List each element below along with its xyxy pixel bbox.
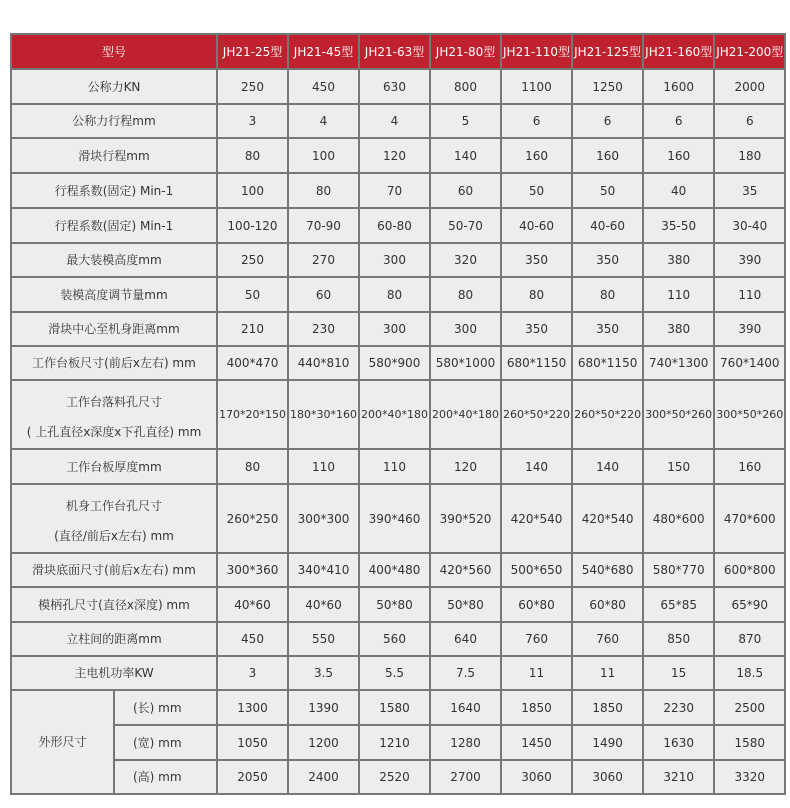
value-cell: 15 <box>643 656 714 690</box>
value-cell: 100 <box>288 138 359 173</box>
value-cell: 6 <box>643 104 714 138</box>
value-cell: 630 <box>359 69 430 104</box>
table-row <box>11 725 785 760</box>
table-row <box>11 587 785 622</box>
value-cell: 60*80 <box>501 587 572 622</box>
value-cell: 1600 <box>643 69 714 104</box>
dimension-sub-label: (长) mm <box>114 690 217 725</box>
model-header-cell: JH21-25型 <box>217 34 288 69</box>
value-cell: 50 <box>572 173 643 208</box>
row-label-line: 工作台落料孔尺寸 <box>65 394 162 409</box>
value-cell: 160 <box>643 138 714 173</box>
value-cell: 180 <box>714 138 785 173</box>
dimension-group-label: 外形尺寸 <box>11 690 114 794</box>
value-cell: 3320 <box>714 760 785 794</box>
value-cell: 120 <box>430 449 501 484</box>
value-cell: 400*470 <box>217 346 288 380</box>
table-row <box>11 138 785 173</box>
value-cell: 2050 <box>217 760 288 794</box>
value-cell: 60-80 <box>359 208 430 243</box>
value-cell: 640 <box>430 622 501 656</box>
row-label-line: (直径/前后x左右) mm <box>54 528 174 543</box>
value-cell: 250 <box>217 69 288 104</box>
value-cell: 65*90 <box>714 587 785 622</box>
value-cell: 35-50 <box>643 208 714 243</box>
row-label-cell: 公称力行程mm <box>11 104 217 138</box>
value-cell: 300 <box>430 312 501 346</box>
model-header-cell: JH21-110型 <box>501 34 572 69</box>
value-cell: 4 <box>359 104 430 138</box>
row-label-cell: 最大装模高度mm <box>11 243 217 277</box>
row-label-cell: 工作台板尺寸(前后x左右) mm <box>11 346 217 380</box>
value-cell: 680*1150 <box>501 346 572 380</box>
table-row <box>11 173 785 208</box>
value-cell: 420*560 <box>430 553 501 587</box>
value-cell: 320 <box>430 243 501 277</box>
value-cell: 110 <box>714 277 785 312</box>
row-label-cell: 滑块底面尺寸(前后x左右) mm <box>11 553 217 587</box>
value-cell: 350 <box>572 243 643 277</box>
value-cell: 100 <box>217 173 288 208</box>
value-cell: 300 <box>359 243 430 277</box>
value-cell: 300*300 <box>288 484 359 553</box>
value-cell: 50 <box>217 277 288 312</box>
value-cell: 450 <box>288 69 359 104</box>
row-label-cell: 装模高度调节量mm <box>11 277 217 312</box>
model-header-cell: JH21-125型 <box>572 34 643 69</box>
value-cell: 580*1000 <box>430 346 501 380</box>
value-cell: 760 <box>501 622 572 656</box>
value-cell: 2400 <box>288 760 359 794</box>
value-cell: 740*1300 <box>643 346 714 380</box>
value-cell: 2520 <box>359 760 430 794</box>
value-cell: 2230 <box>643 690 714 725</box>
value-cell: 800 <box>430 69 501 104</box>
value-cell: 500*650 <box>501 553 572 587</box>
value-cell: 160 <box>714 449 785 484</box>
value-cell: 1050 <box>217 725 288 760</box>
value-cell: 580*770 <box>643 553 714 587</box>
value-cell: 260*50*220 <box>572 380 643 449</box>
value-cell: 3060 <box>501 760 572 794</box>
value-cell: 70-90 <box>288 208 359 243</box>
value-cell: 160 <box>501 138 572 173</box>
table-row <box>11 553 785 587</box>
value-cell: 80 <box>359 277 430 312</box>
value-cell: 420*540 <box>501 484 572 553</box>
value-cell: 3060 <box>572 760 643 794</box>
value-cell: 2500 <box>714 690 785 725</box>
table-row <box>11 449 785 484</box>
value-cell: 1300 <box>217 690 288 725</box>
row-label-cell: 主电机功率KW <box>11 656 217 690</box>
table-row <box>11 243 785 277</box>
value-cell: 390*520 <box>430 484 501 553</box>
value-cell: 50*80 <box>430 587 501 622</box>
value-cell: 1100 <box>501 69 572 104</box>
value-cell: 60 <box>288 277 359 312</box>
value-cell: 300 <box>359 312 430 346</box>
value-cell: 680*1150 <box>572 346 643 380</box>
value-cell: 300*360 <box>217 553 288 587</box>
value-cell: 260*250 <box>217 484 288 553</box>
value-cell: 580*900 <box>359 346 430 380</box>
value-cell: 110 <box>359 449 430 484</box>
value-cell: 400*480 <box>359 553 430 587</box>
model-header-cell: JH21-200型 <box>714 34 785 69</box>
value-cell: 560 <box>359 622 430 656</box>
value-cell: 200*40*180 <box>430 380 501 449</box>
value-cell: 760 <box>572 622 643 656</box>
row-label-cell: 模柄孔尺寸(直径x深度) mm <box>11 587 217 622</box>
value-cell: 11 <box>501 656 572 690</box>
value-cell: 7.5 <box>430 656 501 690</box>
value-cell: 380 <box>643 243 714 277</box>
value-cell: 35 <box>714 173 785 208</box>
value-cell: 600*800 <box>714 553 785 587</box>
value-cell: 1850 <box>572 690 643 725</box>
row-label-cell: 行程系数(固定) Min-1 <box>11 208 217 243</box>
value-cell: 390 <box>714 312 785 346</box>
header-label-cell: 型号 <box>11 34 217 69</box>
value-cell: 11 <box>572 656 643 690</box>
value-cell: 40-60 <box>501 208 572 243</box>
value-cell: 390 <box>714 243 785 277</box>
value-cell: 1630 <box>643 725 714 760</box>
table-row <box>11 69 785 104</box>
value-cell: 150 <box>643 449 714 484</box>
value-cell: 2000 <box>714 69 785 104</box>
value-cell: 110 <box>643 277 714 312</box>
dimension-sub-label: (高) mm <box>114 760 217 794</box>
value-cell: 70 <box>359 173 430 208</box>
value-cell: 1390 <box>288 690 359 725</box>
table-row <box>11 346 785 380</box>
value-cell: 120 <box>359 138 430 173</box>
value-cell: 40 <box>643 173 714 208</box>
value-cell: 850 <box>643 622 714 656</box>
value-cell: 250 <box>217 243 288 277</box>
table-row <box>11 380 785 449</box>
value-cell: 1640 <box>430 690 501 725</box>
value-cell: 80 <box>572 277 643 312</box>
row-label-line: 机身工作台孔尺寸 <box>65 498 162 513</box>
value-cell: 60*80 <box>572 587 643 622</box>
value-cell: 3210 <box>643 760 714 794</box>
row-label-cell <box>11 484 217 553</box>
value-cell: 80 <box>217 138 288 173</box>
value-cell: 1200 <box>288 725 359 760</box>
value-cell: 200*40*180 <box>359 380 430 449</box>
value-cell: 210 <box>217 312 288 346</box>
row-label-cell: 滑块行程mm <box>11 138 217 173</box>
value-cell: 110 <box>288 449 359 484</box>
value-cell: 140 <box>430 138 501 173</box>
dimension-sub-label: (宽) mm <box>114 725 217 760</box>
value-cell: 5.5 <box>359 656 430 690</box>
value-cell: 60 <box>430 173 501 208</box>
value-cell: 6 <box>501 104 572 138</box>
value-cell: 340*410 <box>288 553 359 587</box>
value-cell: 140 <box>572 449 643 484</box>
value-cell: 1850 <box>501 690 572 725</box>
row-label-line: ( 上孔直径x深度x下孔直径) mm <box>26 424 202 439</box>
spec-table-container <box>10 33 786 795</box>
value-cell: 40*60 <box>288 587 359 622</box>
value-cell: 3 <box>217 104 288 138</box>
value-cell: 40-60 <box>572 208 643 243</box>
value-cell: 380 <box>643 312 714 346</box>
table-row <box>11 277 785 312</box>
value-cell: 540*680 <box>572 553 643 587</box>
value-cell: 80 <box>288 173 359 208</box>
value-cell: 5 <box>430 104 501 138</box>
table-row <box>11 690 785 725</box>
model-header-cell: JH21-160型 <box>643 34 714 69</box>
row-label-cell: 立柱间的距离mm <box>11 622 217 656</box>
value-cell: 170*20*150 <box>217 380 288 449</box>
value-cell: 260*50*220 <box>501 380 572 449</box>
value-cell: 1580 <box>359 690 430 725</box>
spec-table <box>10 33 786 795</box>
value-cell: 3 <box>217 656 288 690</box>
value-cell: 300*50*260 <box>643 380 714 449</box>
value-cell: 18.5 <box>714 656 785 690</box>
model-header-cell: JH21-63型 <box>359 34 430 69</box>
value-cell: 230 <box>288 312 359 346</box>
value-cell: 300*50*260 <box>714 380 785 449</box>
table-row <box>11 484 785 553</box>
value-cell: 80 <box>217 449 288 484</box>
value-cell: 50 <box>501 173 572 208</box>
value-cell: 420*540 <box>572 484 643 553</box>
value-cell: 50-70 <box>430 208 501 243</box>
table-row <box>11 622 785 656</box>
value-cell: 30-40 <box>714 208 785 243</box>
value-cell: 160 <box>572 138 643 173</box>
value-cell: 80 <box>430 277 501 312</box>
value-cell: 1450 <box>501 725 572 760</box>
value-cell: 40*60 <box>217 587 288 622</box>
value-cell: 350 <box>501 243 572 277</box>
value-cell: 760*1400 <box>714 346 785 380</box>
value-cell: 550 <box>288 622 359 656</box>
value-cell: 65*85 <box>643 587 714 622</box>
value-cell: 480*600 <box>643 484 714 553</box>
value-cell: 470*600 <box>714 484 785 553</box>
row-label-cell: 滑块中心至机身距离mm <box>11 312 217 346</box>
value-cell: 2700 <box>430 760 501 794</box>
table-row <box>11 104 785 138</box>
value-cell: 270 <box>288 243 359 277</box>
value-cell: 1210 <box>359 725 430 760</box>
value-cell: 390*460 <box>359 484 430 553</box>
value-cell: 350 <box>501 312 572 346</box>
row-label-cell <box>11 380 217 449</box>
value-cell: 3.5 <box>288 656 359 690</box>
value-cell: 440*810 <box>288 346 359 380</box>
model-header-cell: JH21-45型 <box>288 34 359 69</box>
value-cell: 6 <box>714 104 785 138</box>
value-cell: 180*30*160 <box>288 380 359 449</box>
row-label-cell: 公称力KN <box>11 69 217 104</box>
value-cell: 1490 <box>572 725 643 760</box>
table-row <box>11 760 785 794</box>
table-row <box>11 312 785 346</box>
row-label-cell: 行程系数(固定) Min-1 <box>11 173 217 208</box>
value-cell: 870 <box>714 622 785 656</box>
value-cell: 4 <box>288 104 359 138</box>
value-cell: 1280 <box>430 725 501 760</box>
row-label-cell: 工作台板厚度mm <box>11 449 217 484</box>
value-cell: 80 <box>501 277 572 312</box>
value-cell: 6 <box>572 104 643 138</box>
value-cell: 50*80 <box>359 587 430 622</box>
table-header-row <box>11 34 785 69</box>
value-cell: 450 <box>217 622 288 656</box>
value-cell: 350 <box>572 312 643 346</box>
table-row <box>11 208 785 243</box>
value-cell: 1250 <box>572 69 643 104</box>
table-row <box>11 656 785 690</box>
model-header-cell: JH21-80型 <box>430 34 501 69</box>
value-cell: 100-120 <box>217 208 288 243</box>
value-cell: 140 <box>501 449 572 484</box>
value-cell: 1580 <box>714 725 785 760</box>
